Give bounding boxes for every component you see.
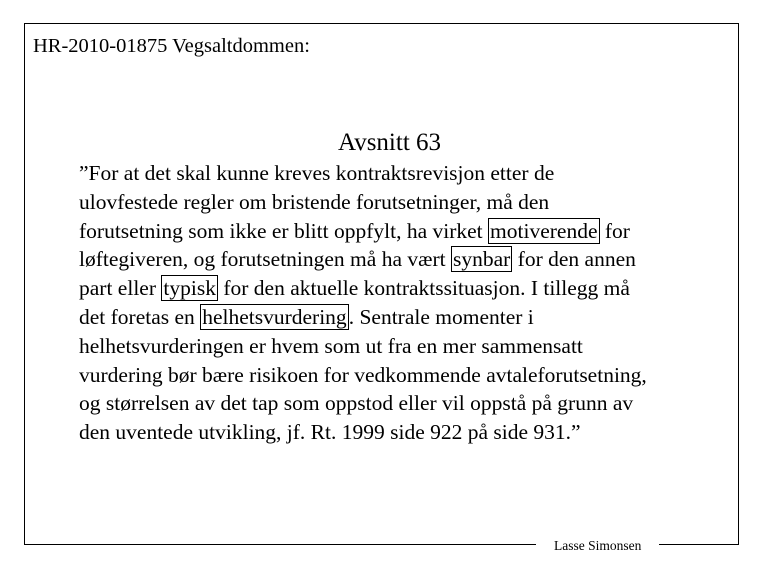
case-title: HR-2010-01875 Vegsaltdommen: [33,35,310,57]
highlighted-term: motiverende [490,218,598,243]
quote-block [79,159,729,447]
quote-line [79,303,729,332]
quote-line [79,245,729,274]
quote-text: for den aktuelle kontraktssituasjon. I tillegg må [217,276,630,301]
highlighted-term: typisk [163,276,216,301]
quote-text: ”For at det skal kunne kreves kontraktsrevisjon etter de [79,161,555,185]
quote-text: det foretas en [79,304,201,329]
quote-text: løftegiveren, og forutsetningen må ha vært [79,247,451,272]
quote-text: . Sentrale momenter i [348,304,534,329]
author-label: Lasse Simonsen [536,537,659,555]
quote-text: og størrelsen av det tap som oppstod eller vil oppstå på grunn av [79,391,634,416]
highlighted-term: helhetsvurdering [202,304,347,329]
quote-line [79,418,729,447]
quote-text: part eller [79,276,162,301]
quote-line [79,361,729,390]
section-heading: Avsnitt 63 [338,129,442,156]
highlighted-term: synbar [452,247,511,272]
quote-line [79,274,729,303]
quote-text: for [599,218,630,243]
quote-text: ulovfestede regler om bristende forutsetninger, må den [79,189,550,214]
quote-text: forutsetning som ikke er blitt oppfylt, ha virket [79,218,489,243]
quote-text: for den annen [512,247,636,272]
quote-line [79,332,729,361]
quote-line [79,188,729,217]
quote-text: vurdering bør bære risikoen for vedkommende avtaleforutsetning, [79,362,647,387]
quote-text: helhetsvurderingen er hvem som ut fra en mer sammensatt [79,333,583,358]
quote-line [79,217,729,246]
quote-text: den uventede utvikling, jf. Rt. 1999 side 922 på side 931.” [79,420,581,445]
quote-line [79,159,729,188]
quote-line [79,389,729,418]
